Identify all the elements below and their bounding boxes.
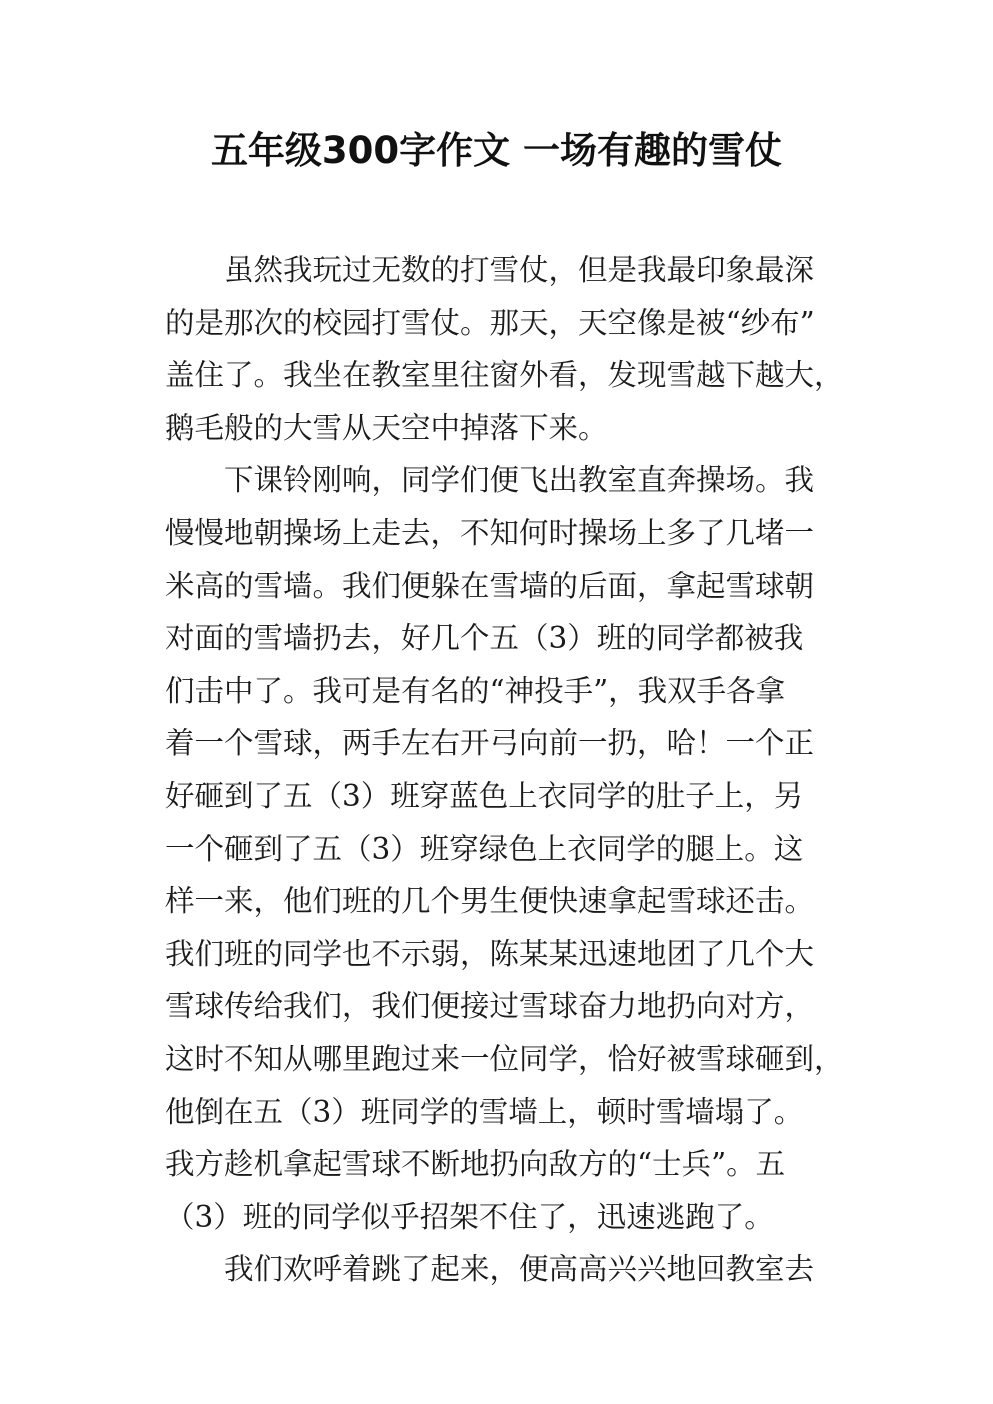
body-text-line: 我方趁机拿起雪球不断地扔向敌方的“士兵”。五: [165, 1147, 786, 1182]
body-text-line: 米高的雪墙。我们便躲在雪墙的后面，拿起雪球朝: [165, 568, 815, 603]
body-text-line: 样一来，他们班的几个男生便快速拿起雪球还击。: [165, 884, 815, 919]
body-text-line: 好砸到了五（3）班穿蓝色上衣同学的肚子上，另: [165, 778, 804, 813]
body-text-line: 对面的雪墙扔去，好几个五（3）班的同学都被我: [165, 621, 804, 656]
body-text-line: 鹅毛般的大雪从天空中掉落下来。: [165, 410, 608, 445]
body-text-line: 慢慢地朝操场上走去，不知何时操场上多了几堵一: [165, 515, 815, 550]
body-text-line: 他倒在五（3）班同学的雪墙上，顿时雪墙塌了。: [165, 1094, 804, 1129]
body-text-line: 雪球传给我们，我们便接过雪球奋力地扔向对方，: [165, 989, 815, 1024]
body-text-line: 虽然我玩过无数的打雪仗，但是我最印象最深: [165, 253, 815, 287]
body-text-line: 盖住了。我坐在教室里往窗外看，发现雪越下越大，: [165, 358, 844, 393]
body-text-line: 下课铃刚响，同学们便飞出教室直奔操场。我: [165, 463, 815, 498]
body-text-line: 们击中了。我可是有名的“神投手”，我双手各拿: [165, 673, 786, 708]
body-text-line: 这时不知从哪里跑过来一位同学，恰好被雪球砸到，: [165, 1041, 844, 1076]
body-text-line: 我们欢呼着跳了起来，便高高兴兴地回教室去: [165, 1252, 815, 1287]
body-text-line: 一个砸到了五（3）班穿绿色上衣同学的腿上。这: [165, 831, 804, 866]
body-text-line: 的是那次的校园打雪仗。那天，天空像是被“纱布”: [165, 305, 815, 340]
document-body: [165, 244, 845, 1296]
body-text-line: （3）班的同学似乎招架不住了，迅速逃跑了。: [165, 1199, 774, 1234]
body-text-line: 着一个雪球，两手左右开弓向前一扔，哈！一个正: [165, 726, 815, 761]
document-title: 五年级300字作文 一场有趣的雪仗: [210, 129, 783, 172]
body-text-line: 我们班的同学也不示弱，陈某某迅速地团了几个大: [165, 936, 815, 971]
